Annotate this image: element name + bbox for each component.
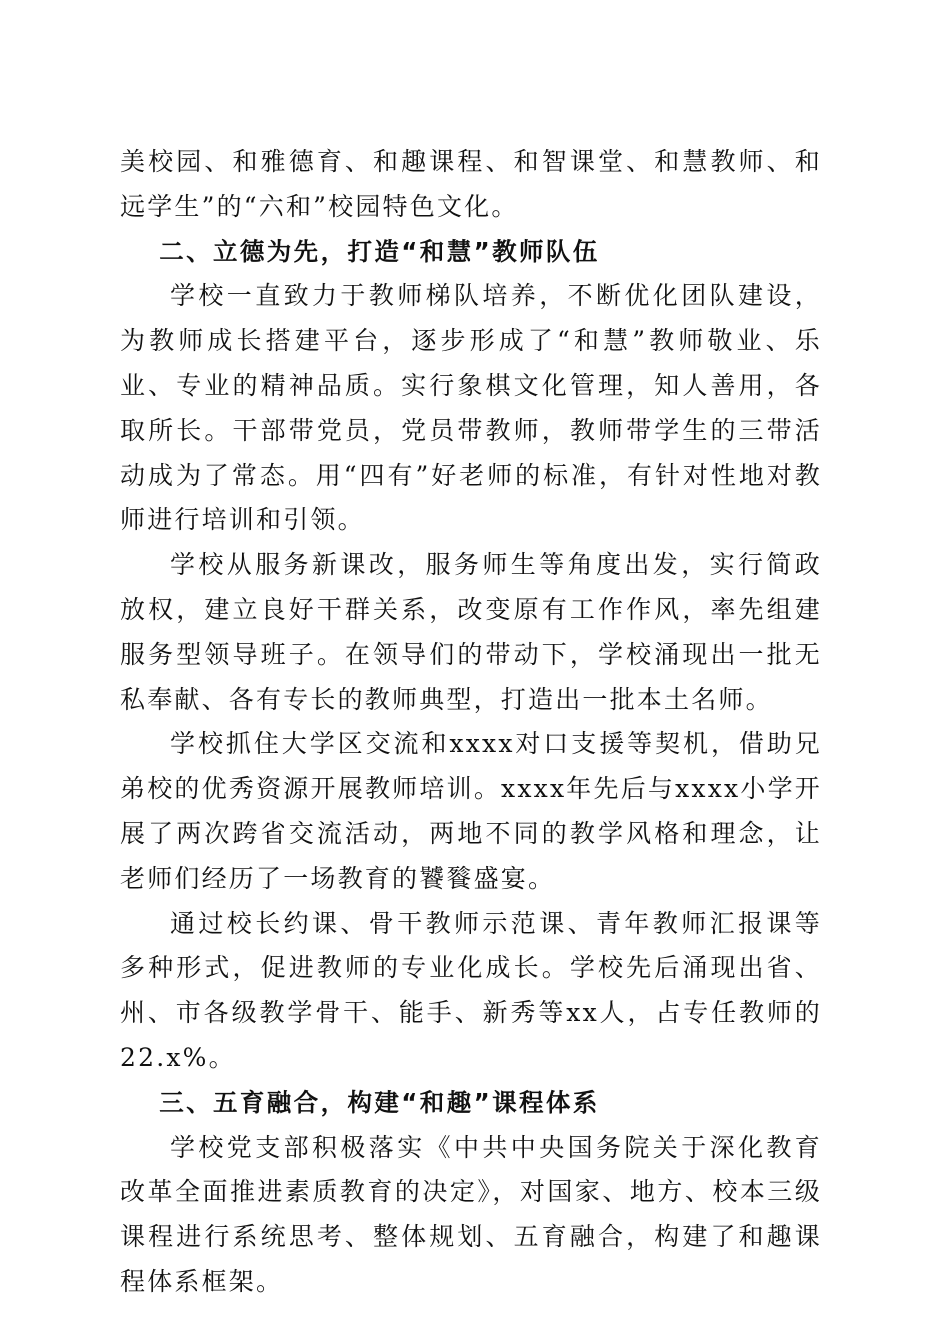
- paragraph-professional-growth: 通过校长约课、骨干教师示范课、青年教师汇报课等多种形式，促进教师的专业化成长。学校先后涌现出省、州、市各级教学骨干、能手、新秀等xx人，占专任教师的22.x%。: [120, 908, 822, 1072]
- section-heading-curriculum: 三、五育融合，构建“和趣”课程体系: [159, 1087, 600, 1117]
- paragraph-continuation: 美校园、和雅德育、和趣课程、和智课堂、和慧教师、和远学生”的“六和”校园特色文化。: [120, 147, 822, 221]
- paragraph-exchange: 学校抓住大学区交流和xxxx对口支援等契机，借助兄弟校的优秀资源开展教师培训。xxxx年先后与xxxx小学开展了两次跨省交流活动，两地不同的教学风格和理念，让老师们经历了一场教育的饕餮盛宴。: [120, 729, 822, 893]
- paragraph-leadership: 学校从服务新课改，服务师生等角度出发，实行简政放权，建立良好干群关系，改变原有工作作风，率先组建服务型领导班子。在领导们的带动下，学校涌现出一批无私奉献、各有专长的教师典型，打造出一批本土名师。: [120, 550, 822, 714]
- paragraph-curriculum: 学校党支部积极落实《中共中央国务院关于深化教育改革全面推进素质教育的决定》，对国家、地方、校本三级课程进行系统思考、整体规划、五育融合，构建了和趣课程体系框架。: [120, 1132, 822, 1296]
- paragraph-teacher-training: 学校一直致力于教师梯队培养，不断优化团队建设，为教师成长搭建平台，逐步形成了“和慧”教师敬业、乐业、专业的精神品质。实行象棋文化管理，知人善用，各取所长。干部带党员，党员带教师，教师带学生的三带活动成为了常态。用“四有”好老师的标准，有针对性地对教师进行培训和引领。: [120, 281, 822, 535]
- document-body: [120, 140, 822, 1305]
- section-heading-teachers: 二、立德为先，打造“和慧”教师队伍: [159, 236, 600, 266]
